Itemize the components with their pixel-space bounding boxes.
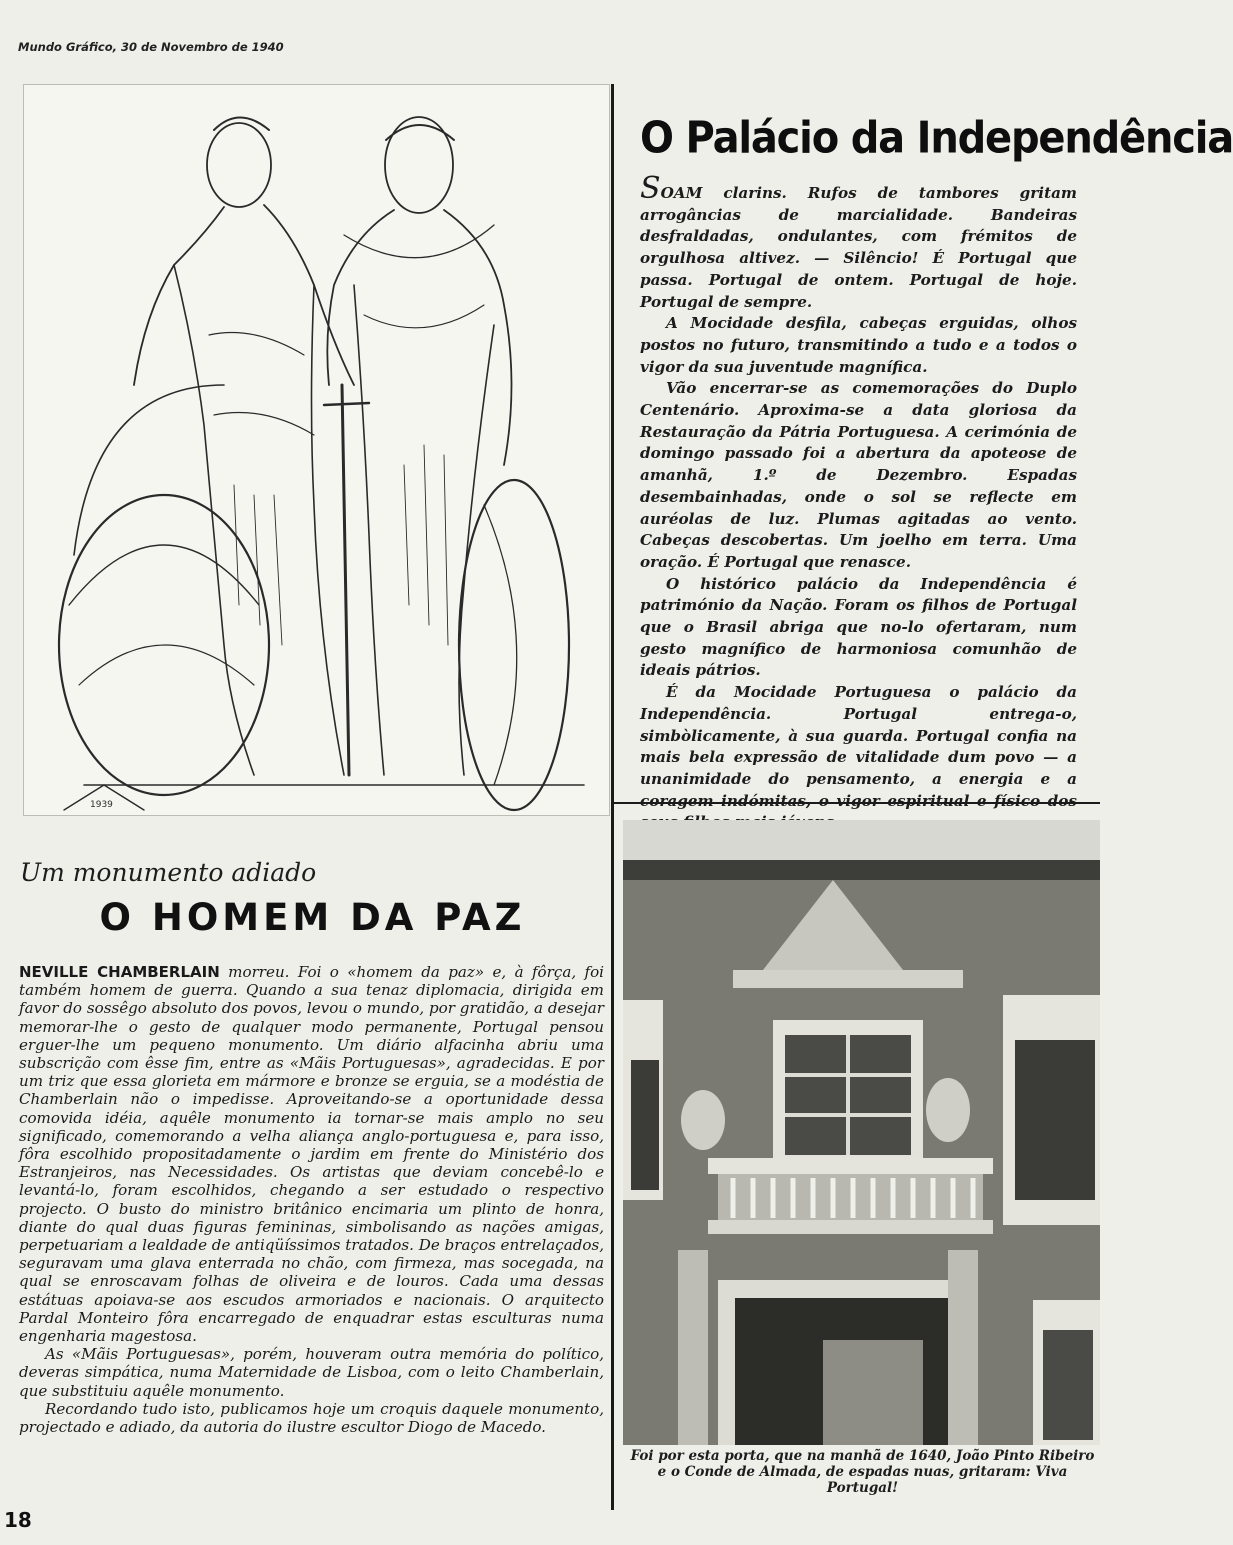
monument-paragraph-2: As «Mãis Portuguesas», porém, houveram outra memória do político, deveras simpática, numa Maternidade de Lisboa, com o leito Chamberlain, que substituiu aquêle monumento. xyxy=(19,1345,604,1400)
palace-paragraph-5: É da Mocidade Portuguesa o palácio da Independência. Portugal entrega-o, simbòlicamente, à sua guarda. Portugal confia na mais bela expressão de vitalidade dum povo — a unanimidade do pensamento, a energia e a coragem indómitas, o vigor espiritual e físico dos xyxy=(640,683,1077,810)
palace-paragraph-3: Vão encerrar-se as comemorações do Duplo Centenário. Aproxima-se a data gloriosa da Restauração da Pátria Portuguesa. A cerimónia de domingo passado foi a abertura da apoteose de amanhã, 1.º de Dezembro. Espadas desembainhadas, onde o sol se reflecte em auréolas de luz. Plumas agitadas ao vento. Cabeças descobertas. Um joelho em terra. Uma oração. É Portugal que renasce. xyxy=(640,379,1077,571)
palace-article-body xyxy=(640,171,1077,834)
sketch-date: 1939 xyxy=(90,800,113,810)
photo-caption: Foi por esta porta, que na manhã de 1640, João Pinto Ribeiro e o Conde de Almada, de espadas nuas, gritaram: Viva Portugal! xyxy=(630,1448,1095,1496)
column-divider xyxy=(611,84,614,1510)
monument-paragraph-1: NEVILLE CHAMBERLAIN morreu. Foi o «homem da paz» e, à fôrça, foi também homem de guerra. Quando a sua tenaz diplomacia, dirigida em favor do sossêgo absoluto dos povos, levou o mundo, por gratidão, a desejar memorar-lhe o gesto de qualquer modo permanente, Portugal pensou erguer-lhe um pequeno monumento. Um diário alfacinha abriu uma subscrição com êsse fim, entre as «Mãis Portuguesas», agradecidas. E por um triz que essa glorieta em mármore e bronze se erguia, se a modéstia de Chamberlain não o impedisse. Aproveitando-se a oportunidade dessa comovida idéia, aquêle monumento ia tornar-se mais amplo no seu significado, comemorando a velha aliança anglo-portuguesa e, para isso, fôra escolhido propositadamente o jardim em frente do Ministério dos Estranjeiros, nas Necessidades. Os artistas que deviam concebê-lo e levantá-lo, foram escolhidos, chegando a ser estudado o respectivo projecto. O busto do ministro britânico encimaria um plinto de honra, diante do qual duas figuras femininas, simbolisando as nações amigas, perpetuariam a lealdade de antiqüíssimos tratados. De braços entrelaçados, seguravam uma glava enterrada no chão, com firmeza, mas socegada, na qual se enroscavam folhas de oliveira e de louros. Cada uma dessas estátuas apoiava-se aos escudos armoriados e nacionais. O arquitecto Pardal Monteiro fôra encarregado de enquadrar estas esculturas numa engenharia magestosa. xyxy=(19,963,604,1346)
monument-sketch-illustration xyxy=(23,84,610,816)
right-shield xyxy=(459,480,569,810)
monument-article-body xyxy=(19,963,604,1436)
palace-paragraph-2: A Mocidade desfila, cabeças erguidas, olhos postos no futuro, transmitindo a tudo e a todos o vigor da sua juventude magnífica. xyxy=(640,314,1077,376)
palace-door-photo xyxy=(623,820,1100,1445)
palace-dropcap: S xyxy=(640,171,661,206)
monument-paragraph-3: Recordando tudo isto, publicamos hoje um croquis daquele monumento, projectado e adiado, da autoria do ilustre escultor Diogo de Macedo. xyxy=(19,1399,604,1437)
palace-paragraph-4: O histórico palácio da Independência é património da Nação. Foram os filhos de Portugal que o Brasil abriga que no-lo ofertaram, num gesto magnífico de harmoniosa comunhão de ideais pátrios. xyxy=(640,574,1077,680)
left-figure-head xyxy=(207,123,271,207)
running-head: Mundo Gráfico, 30 de Novembro de 1940 xyxy=(18,40,284,54)
sword xyxy=(342,385,349,775)
lead-name: NEVILLE CHAMBERLAIN xyxy=(19,963,220,981)
page-number: 18 xyxy=(4,1508,32,1532)
monument-kicker: Um monumento adiado xyxy=(20,858,317,887)
palace-paragraph-1: SOAM clarins. Rufos de tambores gritam arrogâncias de marcialidade. Bandeiras desfraldadas, ondulantes, com frémitos de orgulhosa altivez. — Silêncio! É Portugal que passa. Portugal de ontem. Portugal de hoje. Portugal de sempre. xyxy=(640,171,1077,311)
palace-article-title: O Palácio da Independência xyxy=(640,113,1233,164)
monument-headline: O HOMEM DA PAZ xyxy=(99,896,526,939)
